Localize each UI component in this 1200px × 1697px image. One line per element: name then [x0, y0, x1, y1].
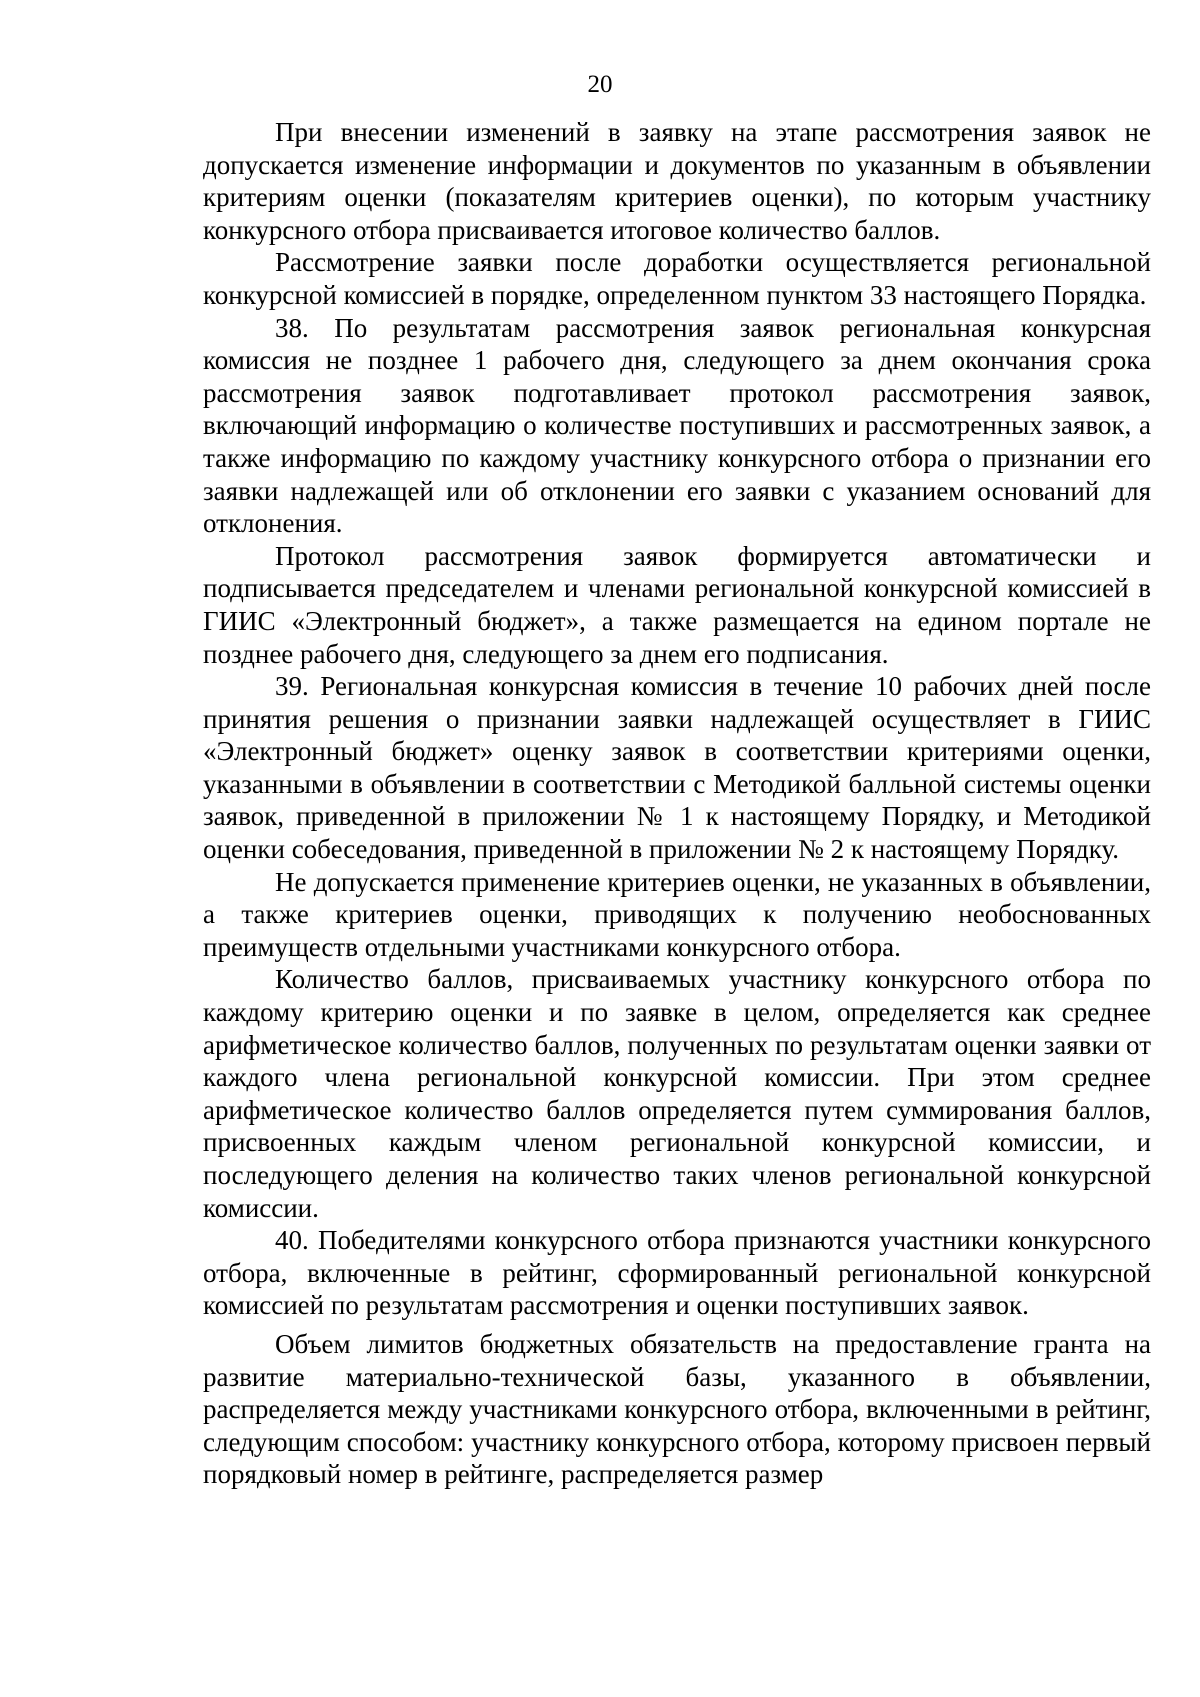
paragraph-criteria-restriction: Не допускается применение критериев оценки, не указанных в объявлении, а также критериев оценки, приводящих к получению необоснованных преимуществ отдельными участниками конкурсного отбора. — [203, 866, 1151, 962]
paragraph-item-39: 39. Региональная конкурсная комиссия в течение 10 рабочих дней после принятия решения о признании заявки надлежащей осуществляет в ГИИС «Электронный бюджет» оценку заявок в соответствии критериями оценки, указанными в объявлении в соответствии с Методикой балльной системы оценки заявок, приведенной в приложении № 1 к настоящему Порядку, и Методикой оценки собеседования, приведенной в приложении № 2 к настоящему Порядку. — [203, 671, 1151, 865]
document-body — [203, 116, 1151, 1491]
paragraph-item-38: 38. По результатам рассмотрения заявок региональная конкурсная комиссия не позднее 1 рабочего дня, следующего за днем окончания срока рассмотрения заявок подготавливает протокол рассмотрения заявок, включающий информацию о количестве поступивших и рассмотренных заявок, а также информацию по каждому участнику конкурсного отбора о признании его заявки надлежащей или об отклонении его заявки с указанием оснований для отклонения. — [203, 312, 1151, 539]
paragraph-review-after-revision: Рассмотрение заявки после доработки осуществляется региональной конкурсной комиссией в порядке, определенном пунктом 33 настоящего Порядка. — [203, 247, 1151, 310]
page-number: 20 — [587, 71, 613, 98]
paragraph-grant-distribution: Объем лимитов бюджетных обязательств на предоставление гранта на развитие материально-технической базы, указанного в объявлении, распределяется между участниками конкурсного отбора, включенными в рейтинг, следующим способом: участнику конкурсного отбора, которому присвоен первый порядковый номер в рейтинге, распределяется размер — [203, 1328, 1151, 1490]
paragraph-item-40: 40. Победителями конкурсного отбора признаются участники конкурсного отбора, включенные в рейтинг, сформированный региональной конкурсной комиссией по результатам рассмотрения и оценки поступивших заявок. — [203, 1225, 1151, 1321]
paragraph-protocol-signing: Протокол рассмотрения заявок формируется автоматически и подписывается председателем и членами региональной конкурсной комиссией в ГИИС «Электронный бюджет», а также размещается на едином портале не позднее рабочего дня, следующего за днем его подписания. — [203, 540, 1151, 669]
paragraph-amendment-restriction: При внесении изменений в заявку на этапе рассмотрения заявок не допускается изменение информации и документов по указанным в объявлении критериям оценки (показателям критериев оценки), по которым участнику конкурсного отбора присваивается итоговое количество баллов. — [203, 117, 1151, 245]
paragraph-score-calculation: Количество баллов, присваиваемых участнику конкурсного отбора по каждому критерию оценки и по заявке в целом, определяется как среднее арифметическое количество баллов, полученных по результатам оценки заявки от каждого члена региональной конкурсной комиссии. При этом среднее арифметическое количество баллов определяется путем суммирования баллов, присвоенных каждым членом региональной конкурсной комиссии, и последующего деления на количество таких членов региональной конкурсной комиссии. — [203, 964, 1151, 1223]
